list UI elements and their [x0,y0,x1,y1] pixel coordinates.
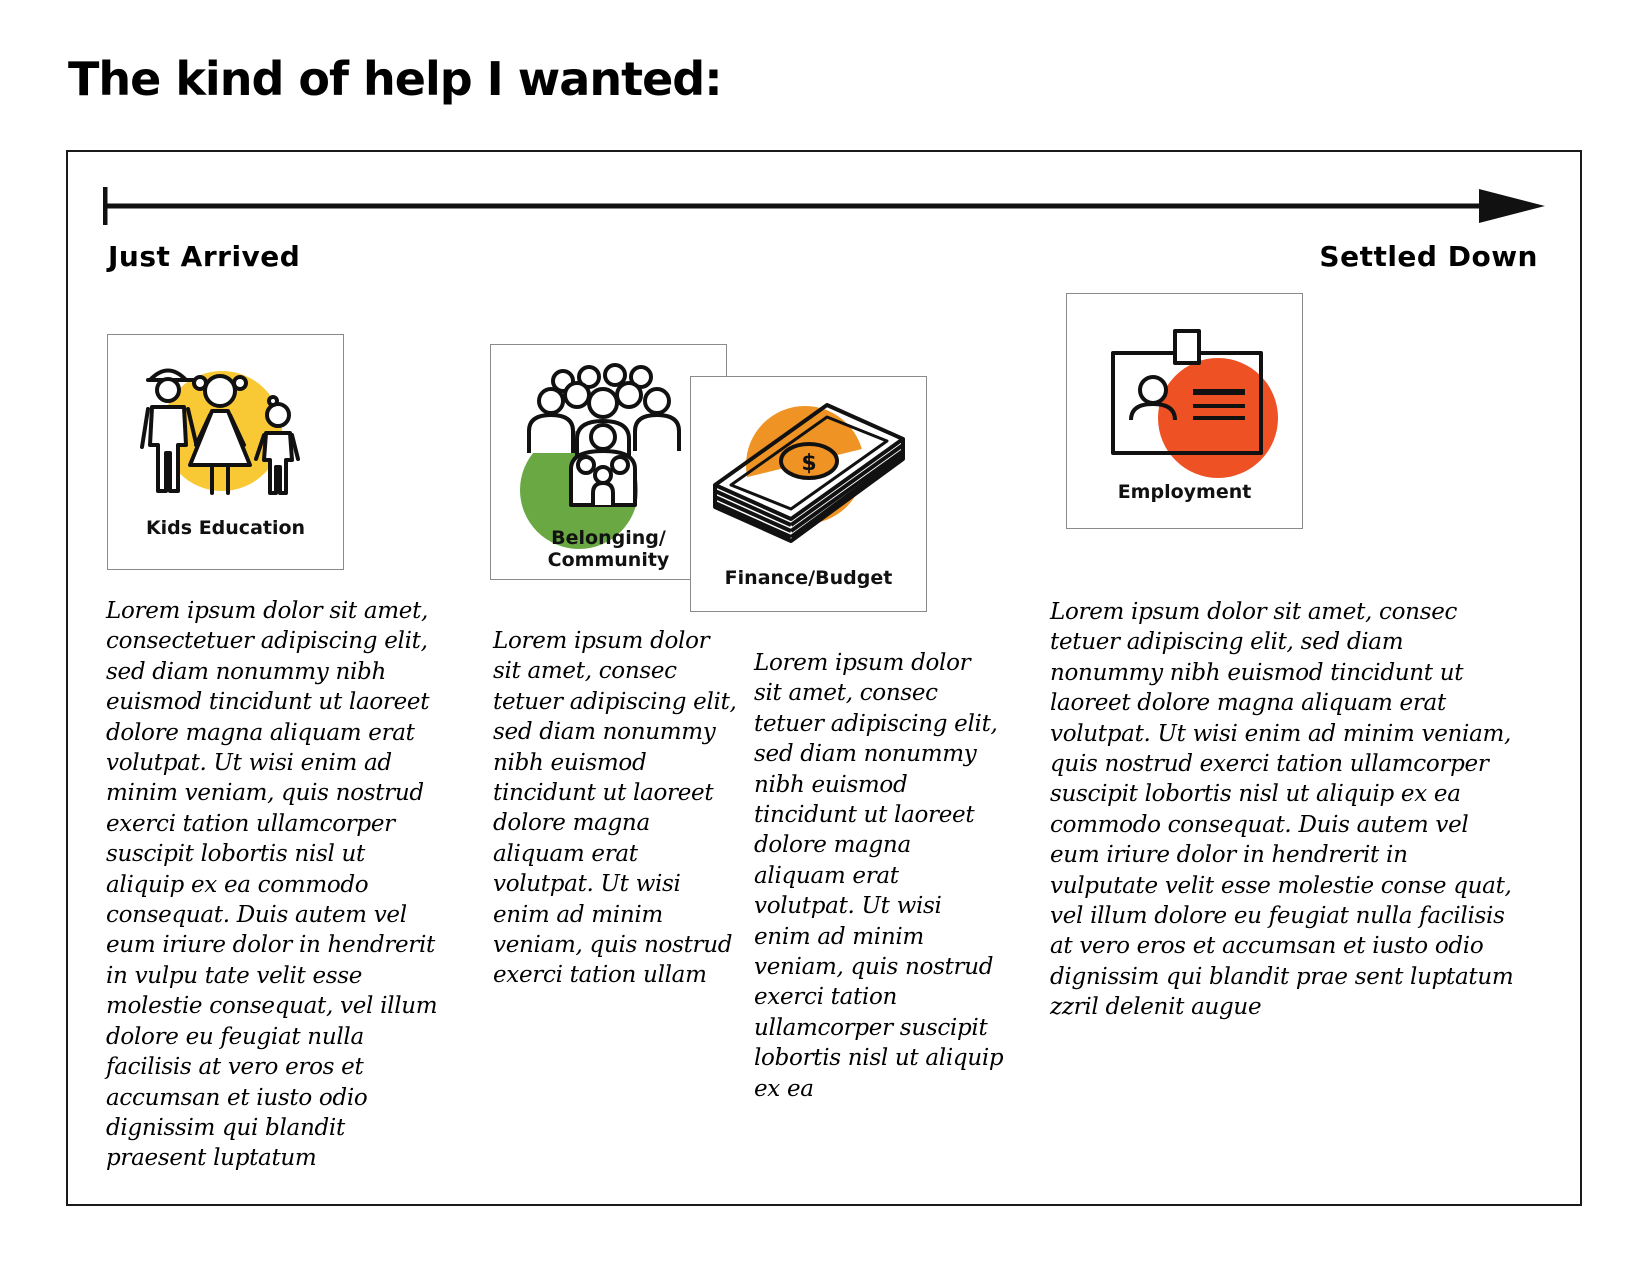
text-belonging-community: Lorem ipsum dolor sit amet, consec tetuer adipiscing elit, sed diam nonummy nibh euismod tincidunt ut laoreet dolore magna aliquam erat volutpat. Ut wisi enim ad minim veniam, quis nostrud exerci tation ullam [493,628,737,989]
card-finance-budget [690,376,927,612]
card-label-belonging-community: Belonging/ Community [547,527,670,571]
svg-text:$: $ [801,451,817,476]
card-label-employment: Employment [1117,481,1252,503]
card-label-finance-budget: Finance/Budget [724,567,893,589]
timeline-arrowhead-icon [1479,189,1545,223]
card-label-kids-education: Kids Education [145,517,306,539]
timeline-arrow [103,183,1545,229]
text-finance-budget: Lorem ipsum dolor sit amet, consec tetuer adipiscing elit, sed diam nonummy nibh euismod tincidunt ut laoreet dolore magna aliquam erat volutpat. Ut wisi enim ad minim veniam, quis nostrud exerci tation ullamcorper suscipit lobortis nisl ut aliquip ex ea [754,650,1004,1102]
card-kids-education [107,334,344,570]
card-employment [1066,293,1303,529]
page-title: The kind of help I wanted: [68,52,722,106]
text-kids-education: Lorem ipsum dolor sit amet, consectetuer adipiscing elit, sed diam nonummy nibh euismod tincidunt ut laoreet dolore magna aliquam erat volutpat. Ut wisi enim ad minim veniam, quis nostrud exerci tation ullamcorper suscipit lobortis nisl ut aliquip ex ea commodo consequat. Duis autem vel eum iriure dolor in hendrerit in vulpu tate velit esse molestie consequat, vel illum dolore eu feugiat nulla facilisis at vero eros et accumsan et iusto odio dignissim qui blandit praesent luptatum [106,598,438,1172]
timeline-end-label: Settled Down [1319,240,1538,273]
timeline-start-label: Just Arrived [108,240,301,273]
text-employment: Lorem ipsum dolor sit amet, consec tetuer adipiscing elit, sed diam nonummy nibh euismod tincidunt ut laoreet dolore magna aliquam erat volutpat. Ut wisi enim ad minim veniam, quis nostrud exerci tation ullamcorper suscipit lobortis nisl ut aliquip ex ea commodo consequat. Duis autem vel eum iriure dolor in hendrerit in vulputate velit esse molestie conse quat, vel illum dolore eu feugiat nulla facilisis at vero eros et accumsan et iusto odio dignissim qui blandit prae sent luptatum zzril delenit augue [1050,599,1514,1021]
